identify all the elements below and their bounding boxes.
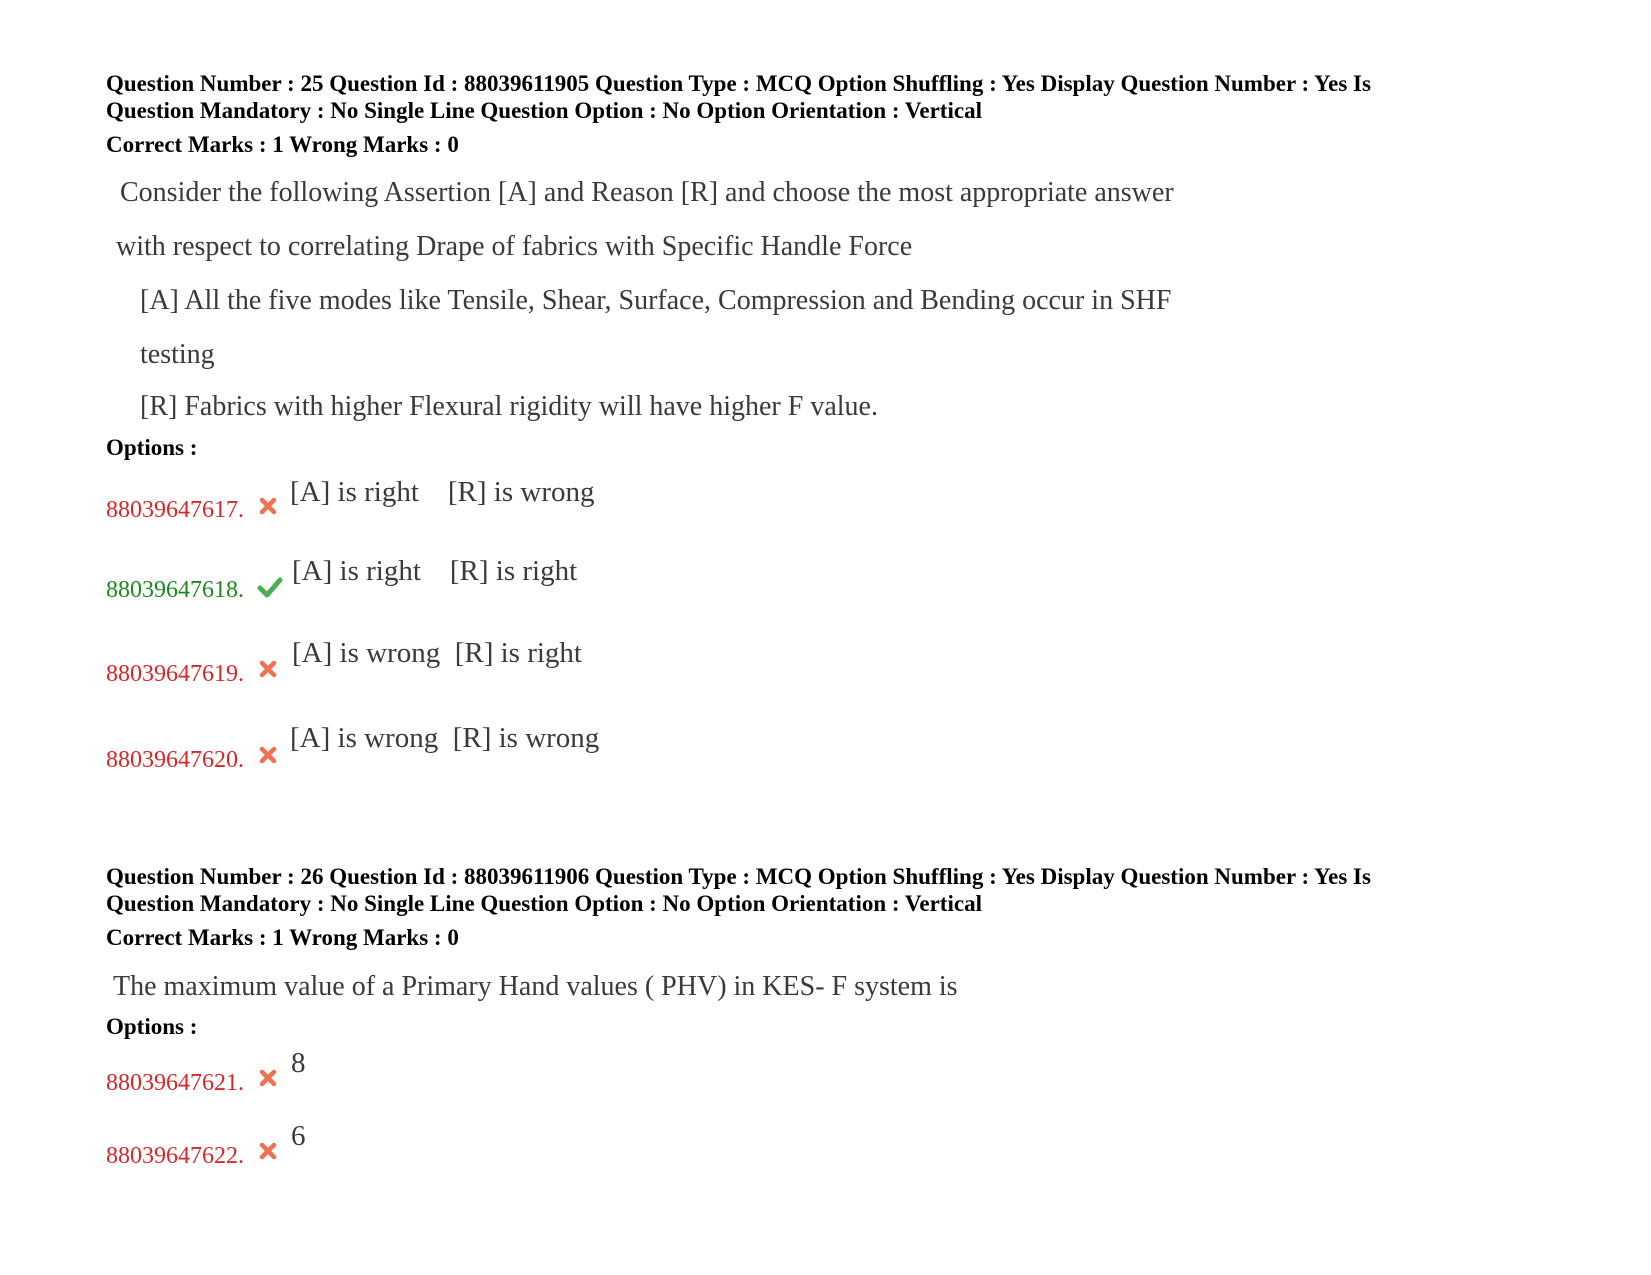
question-26-meta-line1: Question Number : 26 Question Id : 88039611906 Question Type : MCQ Option Shuffling : Yes Display Question Number : Yes Is <box>106 864 1371 889</box>
question-25-assertion: [A] All the five modes like Tensile, Shear, Surface, Compression and Bending occur in SHF <box>140 285 1172 316</box>
cross-icon <box>257 1140 279 1162</box>
option-id: 88039647620. <box>106 747 244 773</box>
option-text: 8 <box>291 1047 306 1079</box>
question-25-meta-line1: Question Number : 25 Question Id : 88039611905 Question Type : MCQ Option Shuffling : Yes Display Question Number : Yes Is <box>106 71 1371 96</box>
check-icon <box>257 576 283 598</box>
option-text: [A] is wrong [R] is wrong <box>290 722 600 754</box>
question-26-meta-line2: Question Mandatory : No Single Line Question Option : No Option Orientation : Vertical <box>106 891 982 916</box>
cross-icon <box>257 495 279 517</box>
option-id: 88039647617. <box>106 497 244 523</box>
cross-icon <box>257 658 279 680</box>
question-26-text-line: The maximum value of a Primary Hand values ( PHV) in KES- F system is <box>113 971 958 1002</box>
option-text: 6 <box>291 1120 306 1152</box>
question-25-options-label: Options : <box>106 435 198 460</box>
question-25-assertion-cont: testing <box>140 339 215 370</box>
question-25-text-line: with respect to correlating Drape of fabrics with Specific Handle Force <box>116 231 913 262</box>
option-text: [A] is right [R] is right <box>292 555 578 587</box>
option-id: 88039647618. <box>106 577 244 603</box>
option-id: 88039647622. <box>106 1143 244 1169</box>
question-25-meta-line2: Question Mandatory : No Single Line Question Option : No Option Orientation : Vertical <box>106 98 982 123</box>
option-text: [A] is wrong [R] is right <box>292 637 582 669</box>
cross-icon <box>257 1067 279 1089</box>
option-id: 88039647619. <box>106 661 244 687</box>
option-id: 88039647621. <box>106 1070 244 1096</box>
option-text: [A] is right [R] is wrong <box>290 476 595 508</box>
cross-icon <box>257 744 279 766</box>
question-26-marks: Correct Marks : 1 Wrong Marks : 0 <box>106 925 459 950</box>
question-25-reason: [R] Fabrics with higher Flexural rigidity will have higher F value. <box>140 391 878 422</box>
question-25-text-line: Consider the following Assertion [A] and Reason [R] and choose the most appropriate answer <box>120 177 1174 208</box>
question-25-marks: Correct Marks : 1 Wrong Marks : 0 <box>106 132 459 157</box>
question-26-options-label: Options : <box>106 1014 198 1039</box>
